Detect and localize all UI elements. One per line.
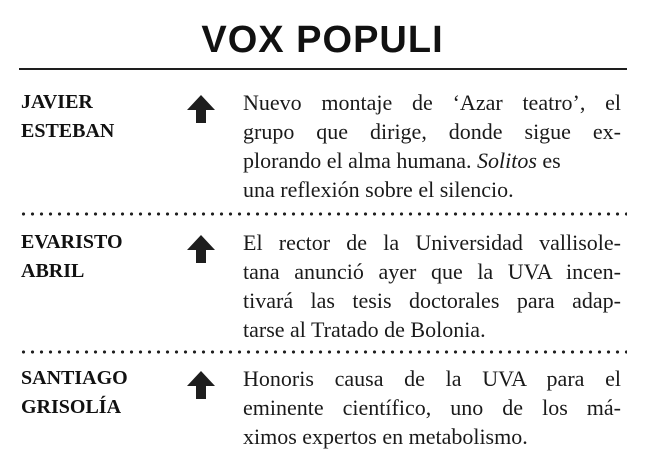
entry-text — [243, 364, 621, 451]
entry-text-line: tivará las tesis doctorales para adap- — [243, 288, 621, 313]
person-name-line: ABRIL — [21, 260, 85, 282]
entry-text-line: una reflexión sobre el silencio. — [243, 177, 514, 202]
entry-text-line: El rector de la Universidad vallisole- — [243, 230, 621, 255]
entry-text-fragment: plorando el alma humana. — [243, 148, 472, 173]
entry-text-line: Nuevo montaje de ‘Azar teatro’, el — [243, 90, 621, 115]
person-name-line: EVARISTO — [21, 231, 123, 253]
arrow-up-icon — [186, 370, 216, 400]
person-name — [21, 88, 161, 146]
person-name-line: GRISOLÍA — [21, 396, 122, 418]
work-title: Solitos — [476, 148, 537, 173]
entry-text-line: ximos expertos en metabolismo. — [243, 424, 528, 449]
dotted-separator — [19, 350, 627, 354]
entry-text-line: tana anunció ayer que la UVA incen- — [243, 259, 621, 284]
person-name-line: SANTIAGO — [21, 367, 128, 389]
title-underline — [19, 68, 627, 70]
arrow-up-icon — [186, 94, 216, 124]
entry-text-line: Honoris causa de la UVA para el — [243, 366, 621, 391]
person-name-line: JAVIER — [21, 91, 93, 113]
entry-text-line: grupo que dirige, donde sigue ex- — [243, 119, 621, 144]
person-name — [21, 228, 161, 286]
person-name — [21, 364, 161, 422]
person-name-line: ESTEBAN — [21, 120, 115, 142]
entry-text — [243, 88, 621, 204]
arrow-up-icon — [186, 234, 216, 264]
dotted-separator — [19, 212, 627, 216]
entry-text — [243, 228, 621, 344]
entry-text-line: tarse al Tratado de Bolonia. — [243, 317, 486, 342]
section-title: VOX POPULI — [201, 19, 444, 61]
entry-text-line — [243, 146, 621, 175]
entry-text-fragment: es — [536, 148, 561, 173]
entry-text-line: eminente científico, uno de los má- — [243, 395, 621, 420]
